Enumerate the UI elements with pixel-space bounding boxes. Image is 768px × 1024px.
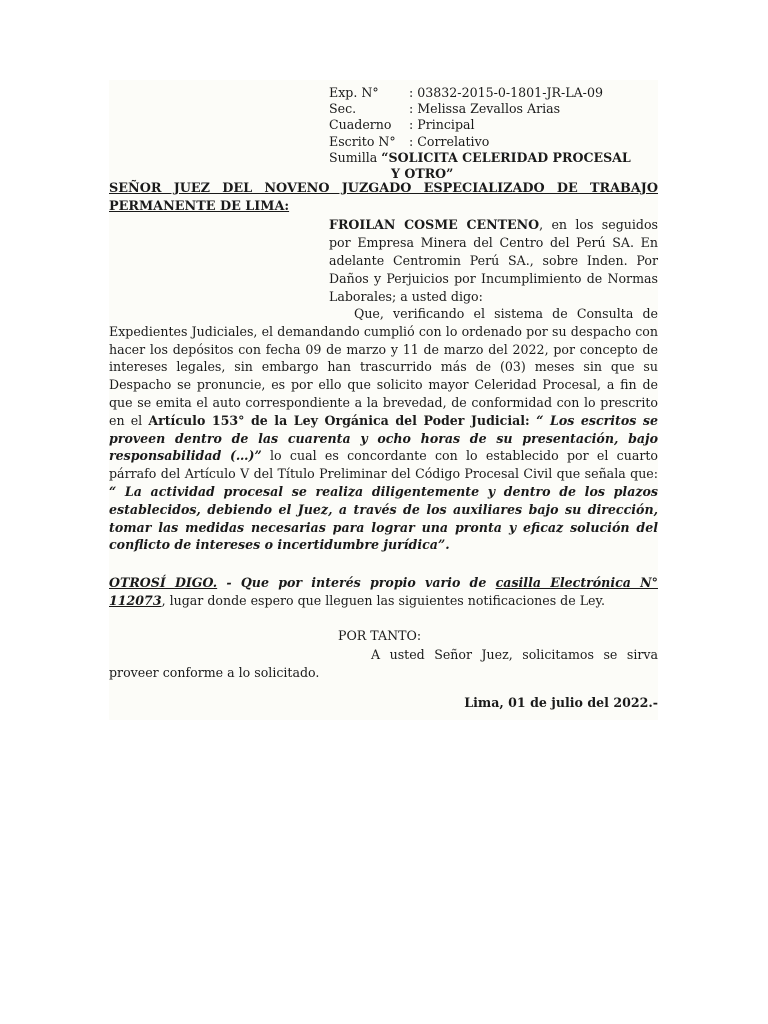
otrosi-text-1: - Que por interés propio vario de: [217, 575, 496, 590]
cuaderno-value: : Principal: [409, 117, 475, 133]
body-paragraph: [109, 305, 658, 554]
escrito-key: Escrito N°: [329, 133, 396, 149]
cuaderno-row: [329, 117, 659, 133]
sec-key: Sec.: [329, 101, 357, 117]
sumilla-key: Sumilla: [329, 149, 378, 165]
sec-row: [329, 101, 659, 117]
petition-text: A usted Señor Juez, solicitamos se sirva proveer conforme a lo solicitado.: [109, 647, 658, 680]
addressee-line-2: PERMANENTE DE LIMA:: [109, 199, 290, 214]
case-header: [329, 85, 659, 182]
exp-value: : 03832-2015-0-1801-JR-LA-09: [409, 85, 603, 100]
otrosi-text-2: , lugar donde espero que lleguen las siguientes notificaciones de Ley.: [161, 593, 605, 608]
otrosi-label: OTROSÍ DIGO.: [109, 575, 218, 590]
por-tanto-heading: POR TANTO:: [338, 628, 422, 643]
date-line: Lima, 01 de julio del 2022.-: [464, 695, 658, 710]
sec-value: : Melissa Zevallos Arias: [409, 101, 561, 117]
casilla-electronica: casilla Electrónica N° 112073: [109, 575, 658, 608]
otrosi-paragraph: [109, 574, 658, 610]
intro-paragraph: [329, 216, 658, 306]
body-text-2: lo cual es concordante con lo establecido por el cuarto párrafo del Artículo V del Título Preliminar del Código Procesal Civil que señala que:: [109, 448, 659, 482]
addressee-line-1: SEÑOR JUEZ DEL NOVENO JUZGADO ESPECIALIZADO DE TRABAJO: [109, 181, 658, 196]
cuaderno-key: Cuaderno: [329, 117, 392, 133]
addressee: [109, 180, 658, 216]
quote-article-153: “ Los escritos se proveen dentro de las cuarenta y ocho horas de su presentación, bajo responsabilidad (…)”: [109, 412, 658, 464]
sumilla-value-2: Y OTRO”: [391, 166, 454, 182]
escrito-value: : Correlativo: [409, 133, 490, 149]
exp-row: [329, 85, 659, 101]
body-text-1: Que, verificando el sistema de Consulta de Expedientes Judiciales, el demandando cumplió con lo ordenado por su despacho con hacer los depósitos con fecha 09 de marzo y 11 de marzo del 2022, por concepto de intereses legales, sin embargo han trascurrido más de (03) meses sin que su Despacho se pronuncie, es por ello que solicito mayor Celeridad Procesal, a fin de que se emita el auto correspondiente a la brevedad, de conformidad con lo prescrito en el: [109, 306, 658, 428]
exp-key: Exp. N°: [329, 85, 379, 100]
sumilla-value-1: “SOLICITA CELERIDAD PROCESAL: [381, 149, 631, 165]
escrito-row: [329, 134, 659, 150]
petition-paragraph: [109, 646, 658, 682]
quote-article-v: “ La actividad procesal se realiza diligentemente y dentro de los plazos establecidos, debiendo el Juez, a través de los auxiliares bajo su dirección, tomar las medidas necesarias para lograr una pronta y eficaz solución del conflicto de intereses o incertidumbre jurídica”.: [109, 483, 658, 553]
petitioner-name: FROILAN COSME CENTENO: [329, 217, 540, 232]
article-153-reference: Artículo 153° de la Ley Orgánica del Poder Judicial:: [148, 412, 530, 428]
sumilla-row: [329, 150, 659, 166]
intro-text: , en los seguidos por Empresa Minera del Centro del Perú SA. En adelante Centromin Perú SA., sobre Inden. Por Daños y Perjuicios por Incumplimiento de Normas Laborales; a usted digo:: [329, 217, 659, 305]
